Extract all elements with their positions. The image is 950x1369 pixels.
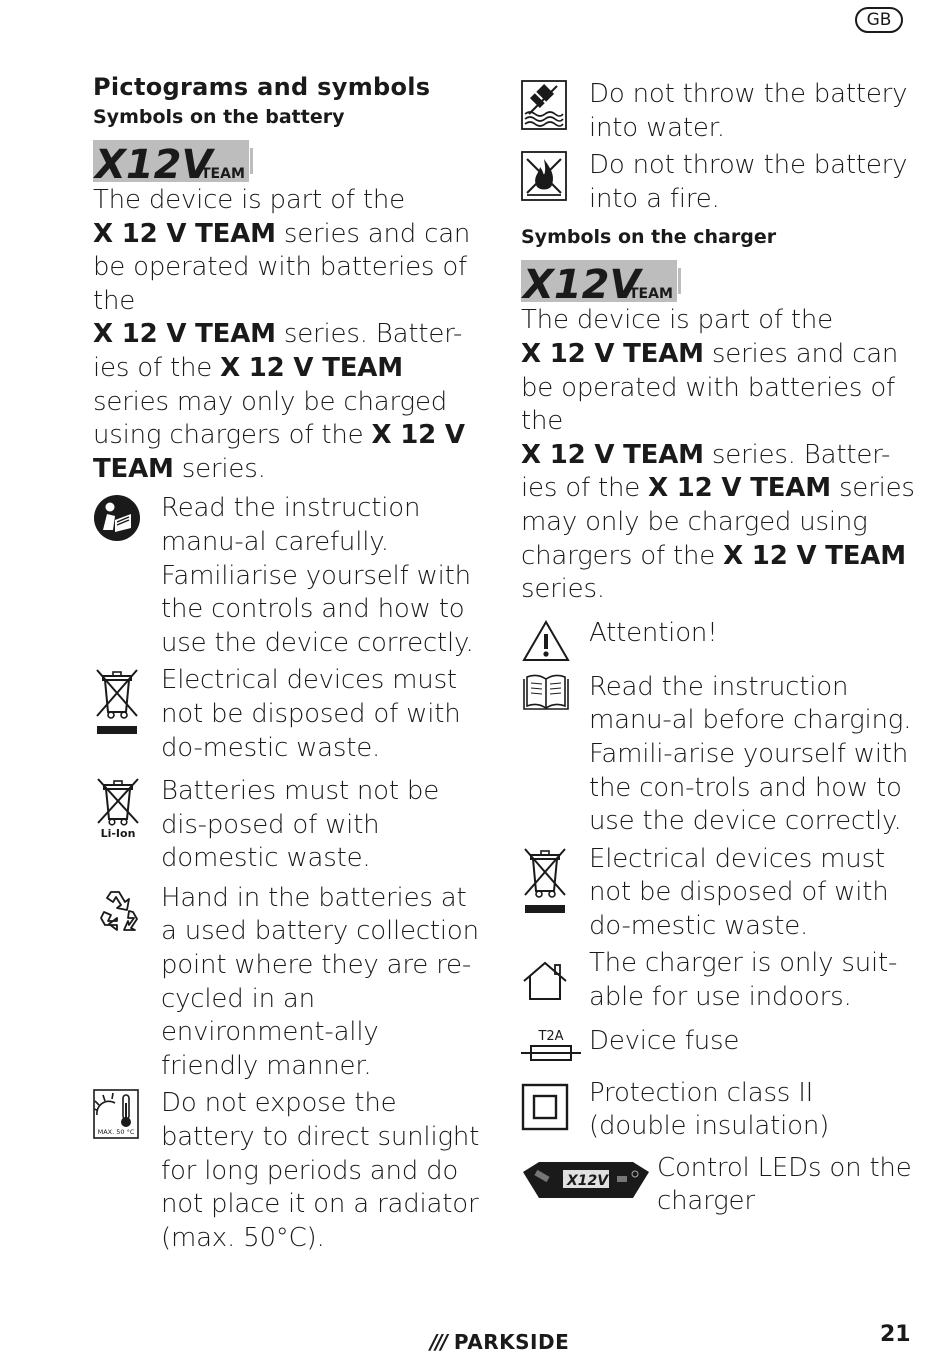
no-fire-icon [521, 151, 567, 201]
symbol-row-weee-charger: Electrical devices must not be disposed of with do-mestic waste. [521, 843, 916, 944]
symbol-row-read-manual: Read the instruction manu-al carefully. Familiarise yourself with the controls and how to use the device correctly. [93, 492, 483, 660]
parkside-logo: /// PARKSIDE [430, 1330, 570, 1354]
symbol-row-attention: Attention! [521, 617, 916, 663]
symbol-row-no-water: Do not throw the battery into water. [521, 78, 916, 145]
svg-text:T2A: T2A [538, 1028, 564, 1044]
language-badge: GB [855, 7, 903, 33]
svg-text:X12V: X12V [567, 1172, 609, 1189]
symbol-row-double-insulation: Protection class II (double insulation) [521, 1077, 916, 1144]
recycle-icon [93, 884, 143, 934]
charger-leds-icon [521, 1158, 651, 1204]
symbol-row-fuse: T2A Device fuse [521, 1025, 916, 1067]
symbol-row-sun-heat: MAX. 50 °C Do not expose the battery to direct sunlight for long periods and do not place it on a radiator (max. 50°C). [93, 1087, 483, 1255]
read-manual-icon [93, 494, 141, 542]
symbol-row-no-fire: Do not throw the battery into a fire. [521, 149, 916, 216]
fuse-icon [521, 1027, 581, 1067]
warning-icon [521, 619, 571, 663]
sun-heat-icon [93, 1089, 139, 1139]
battery-bin-icon [93, 777, 143, 839]
charger-intro: The device is part of the X 12 V TEAM series and can be operated with batteries of the X 12 V TEAM series. Batter-ies of the X 12 V TEAM series may only be charged using chargers of the X 12 V TEAM series. [521, 305, 915, 605]
weee-bin-icon [93, 666, 141, 738]
left-column [93, 70, 483, 1255]
book-icon [521, 673, 571, 713]
symbol-row-recycle: Hand in the batteries at a used battery collection point where they are re-cycled in an environment-ally friendly manner. [93, 882, 483, 1084]
symbol-row-battery-bin: Li-Ion Batteries must not be dis-posed of with domestic waste. [93, 775, 483, 876]
double-insulation-icon [521, 1083, 569, 1131]
svg-text:MAX. 50 °C: MAX. 50 °C [97, 1128, 135, 1137]
section-title: Pictograms and symbols [93, 73, 431, 101]
logo-team: TEAM [201, 166, 245, 182]
page-number: 21 [880, 1322, 911, 1347]
battery-intro: The device is part of the X 12 V TEAM series and can be operated with batteries of the X 12 V TEAM series. Batter-ies of the X 12 V TEAM series may only be charged using chargers of the X 12 V TEAM series. [93, 185, 471, 484]
no-water-icon [521, 80, 567, 130]
logo-text: X12V [523, 262, 641, 303]
right-column [521, 78, 916, 1219]
charger-symbols-heading: Symbols on the charger [521, 226, 777, 249]
symbol-row-charger-leds: X12V Control LEDs on the charger [521, 1152, 916, 1219]
x12v-team-logo [521, 260, 681, 302]
symbol-row-indoor: The charger is only suit-able for use indoors. [521, 947, 916, 1014]
weee-bin-icon [521, 845, 569, 917]
x12v-team-logo [93, 140, 253, 182]
indoor-house-icon [521, 959, 569, 1003]
svg-text:Li-Ion: Li-Ion [100, 827, 136, 840]
logo-team: TEAM [629, 286, 673, 303]
symbol-row-weee: Electrical devices must not be disposed of with do-mestic waste. [93, 664, 483, 765]
symbol-row-book: Read the instruction manu-al before charging. Famili-arise yourself with the con-trols and how to use the device correctly. [521, 671, 916, 839]
battery-symbols-heading: Symbols on the battery [93, 106, 345, 128]
logo-text: X12V [95, 142, 213, 182]
